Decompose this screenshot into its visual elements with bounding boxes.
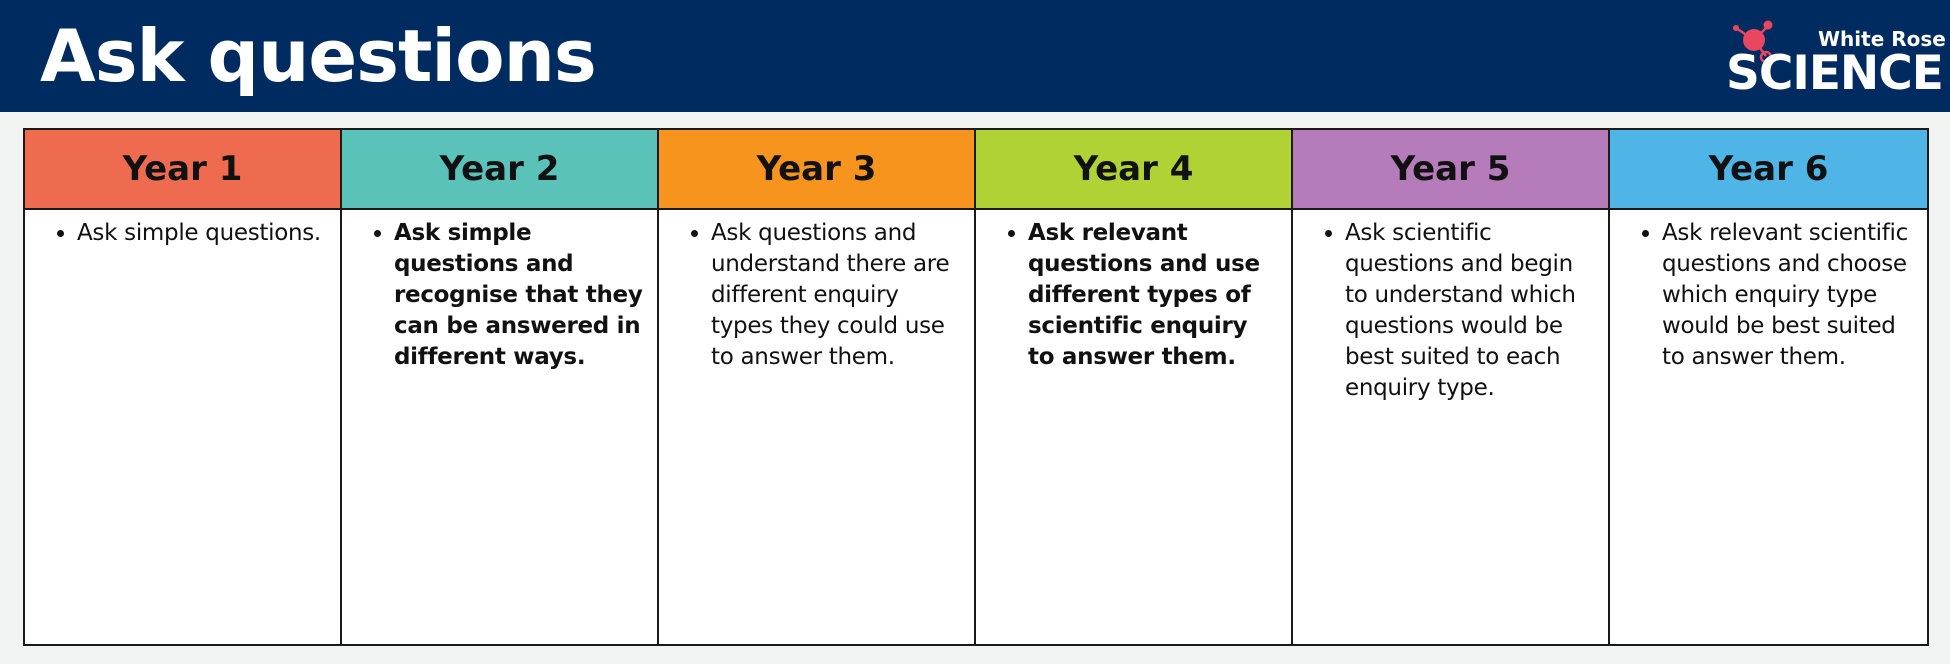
cell-year-6 — [1610, 210, 1927, 644]
column-header-year-2: Year 2 — [342, 130, 659, 210]
column-header-year-6: Year 6 — [1610, 130, 1927, 210]
header-bar — [0, 0, 1950, 112]
statement-year-6: • Ask relevant scientific questions and choose which enquiry type would be best suited to answer them. — [1662, 218, 1917, 373]
logo-white-rose-text: White Rose — [1818, 27, 1946, 51]
logo-science-text: SCIENCE — [1726, 46, 1943, 101]
cell-year-1 — [25, 210, 342, 644]
column-header-year-3: Year 3 — [659, 130, 976, 210]
column-header-year-5: Year 5 — [1293, 130, 1610, 210]
cell-year-5 — [1293, 210, 1610, 644]
cell-year-4 — [976, 210, 1293, 644]
statement-year-5: • Ask scientific questions and begin to understand which questions would be best suited to each enquiry type. — [1345, 218, 1598, 404]
statement-year-1: • Ask simple questions. — [77, 218, 330, 249]
statement-year-2: • Ask simple questions and recognise that they can be answered in different ways. — [394, 218, 647, 373]
statement-year-4: • Ask relevant questions and use different types of scientific enquiry to answer them. — [1028, 218, 1281, 373]
column-header-year-1: Year 1 — [25, 130, 342, 210]
page-title: Ask questions — [40, 14, 596, 98]
white-rose-science-logo — [1722, 18, 1946, 101]
statement-year-3: • Ask questions and understand there are different enquiry types they could use to answer them. — [711, 218, 964, 373]
cell-year-3 — [659, 210, 976, 644]
column-header-year-4: Year 4 — [976, 130, 1293, 210]
year-progression-table — [23, 128, 1929, 646]
cell-year-2 — [342, 210, 659, 644]
